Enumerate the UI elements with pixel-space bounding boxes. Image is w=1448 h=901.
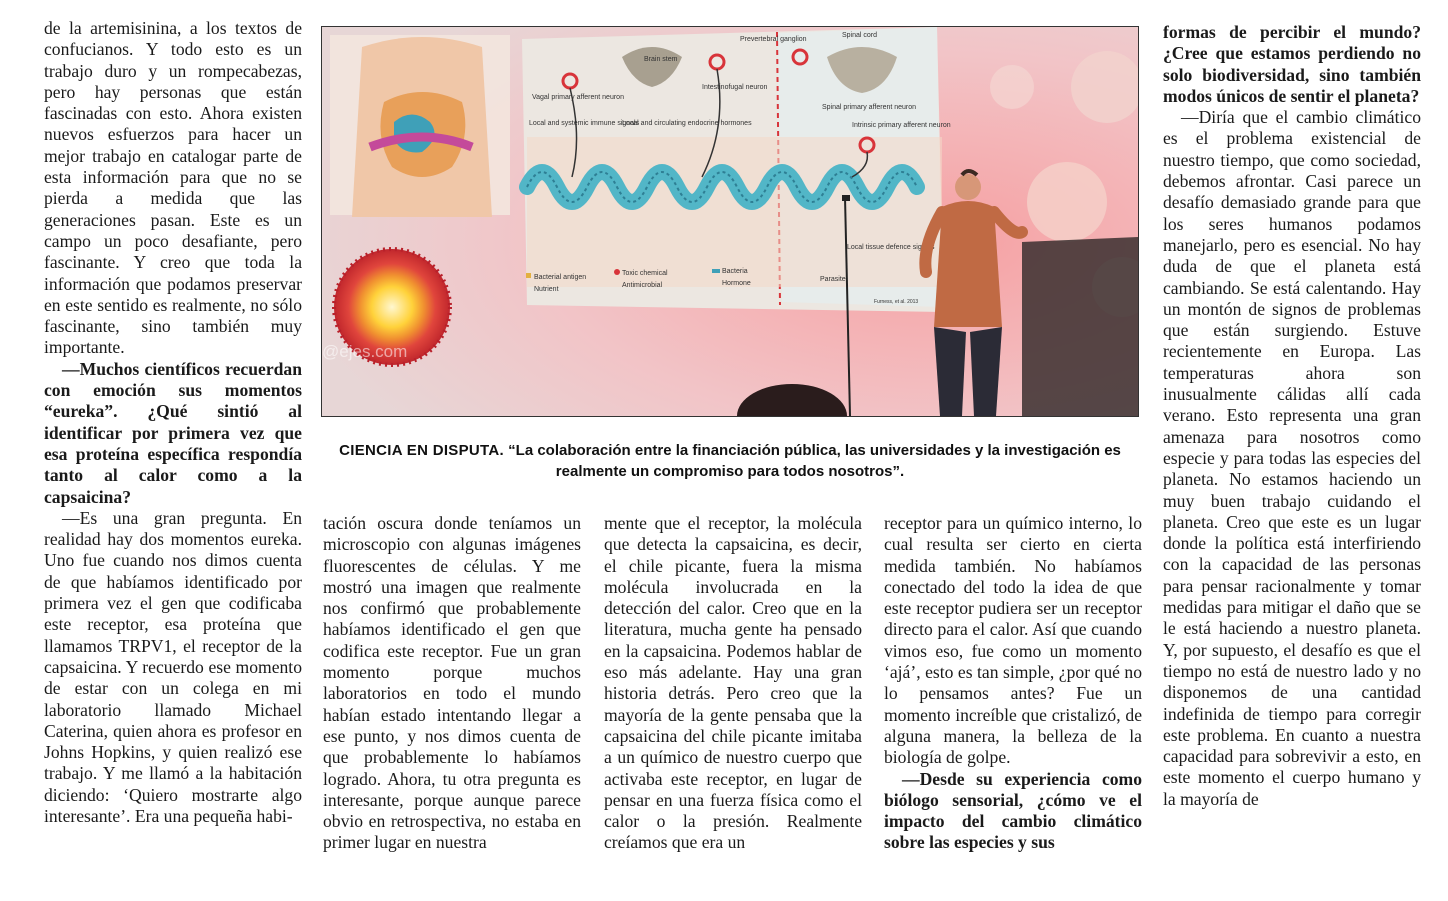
photo-watermark: @ejes.com — [322, 342, 408, 361]
slide-label: Vagal primary afferent neuron — [532, 94, 624, 101]
slide-label: Prevertebral ganglion — [740, 36, 807, 43]
article-photo — [321, 26, 1139, 417]
paragraph: —Es una gran pregunta. En realidad hay dos momentos eureka. Uno fue cuando nos dimos cuenta de que habíamos identificado por primera vez el gen que codificaba este receptor, esa proteína que llamamos TRPV1, el receptor de la capsaicina. Y recuerdo ese momento de estar con un colega en mi laboratorio llamado Michael Caterina, quien ahora es profesor en Johns Hopkins, y quien realizó ese trabajo. Y me llamó a la habitación diciendo: ‘Quiero mostrarte algo interesante’. Era una pequeña habi- — [44, 507, 302, 826]
slide-label: Local and systemic immune signals — [529, 120, 640, 127]
caption-text: “La colaboración entre la financiación pública, las universidades y la investigación es realmente un compromiso para todos nosotros”. — [508, 442, 1121, 480]
legend-label: Nutrient — [534, 286, 559, 293]
legend-label: Toxic chemical — [622, 270, 668, 277]
article-column-2 — [323, 513, 581, 854]
slide-label: Brain stem — [644, 56, 678, 63]
legend-label: Hormone — [722, 280, 751, 287]
paragraph: receptor para un químico interno, lo cual resulta ser cierto en cierta medida también. No habíamos conectado del todo la idea de que este receptor pudiera ser un receptor directo para el calor. Así que cuando vimos eso, fue como un momento ‘ajá’, esto es tan simple, ¿por qué no lo pensamos antes? Fue un momento increíble que cristalizó, de alguna manera, la belleza de la biología de golpe. — [884, 513, 1142, 768]
article-column-5 — [1163, 22, 1421, 810]
slide-label: Local and circulating endocrine hormones — [622, 120, 752, 127]
slide-label: Local tissue defence signals — [847, 244, 935, 251]
caption-lead: CIENCIA EN DISPUTA. — [339, 442, 504, 459]
interview-question: —Muchos científicos recuerdan con emoción sus momentos “eureka”. ¿Qué sintió al identificar por primera vez que esa proteína específica respondía tanto al calor como a la capsaicina? — [44, 358, 302, 507]
article-column-3 — [604, 513, 862, 854]
legend-label: Bacterial antigen — [534, 274, 587, 281]
paragraph: —Diría que el cambio climático es el problema existencial de nuestro tiempo, que como sociedad, debemos afrontar. Casi parece un desafío demasiado grande para que los seres humanos podamos manejarlo, pero es esencial. No hay duda de que el planeta está cambiando. Se está calentando. Hay un montón de signos de problemas que están surgiendo. Estuve recientemente en Europa. Las temperaturas ahora son inusualmente cálidas allí cada verano. Esto representa una gran amenaza para nosotros como especie y para todas las especies del planeta. No estamos haciendo un muy buen trabajo cuidando el planeta. Creo que este es un lugar donde la política está interfiriendo con la capacidad de las personas para pensar racionalmente y tomar medidas para mitigar el daño que se le está haciendo a nuestro planeta. Y, por supuesto, el desafío es que el tiempo no está de nuestro lado y no disponemos de una cantidad indefinida de tiempo para corregir este problema. En cuanto a nuestra capacidad para sobrevivir a esto, en este momento el cuerpo humano y la mayoría de — [1163, 107, 1421, 809]
photo-caption — [330, 440, 1130, 482]
paragraph: tación oscura donde teníamos un microscopio con algunas imágenes fluorescentes de células. Y me mostró una imagen que realmente nos confirmó que probablemente habíamos identificado el gen que codifica este receptor. Fue un gran momento porque muchos laboratorios en todo el mundo habían estado intentando llegar a ese punto, y nos dimos cuenta de que probablemente lo habíamos logrado. Ahora, tu otra pregunta es interesante, porque aunque parece obvio en retrospectiva, no estaba en primer lugar en nuestra — [323, 513, 581, 853]
paragraph: de la artemisinina, a los textos de confucianos. Y todo esto es un trabajo duro y un rompecabezas, pero hay personas que están fascinadas con esto. Ahora existen nuevos esfuerzos para hacer un mejor trabajo en catalogar parte de esta información para que no se pierda a medida que las generaciones pasan. Este es un campo un poco desafiante, pero fascinante. Y creo que toda la información que podamos preservar en este sentido es realmente, no sólo fascinante, sino también muy importante. — [44, 18, 302, 358]
interview-question: —Desde su experiencia como biólogo sensorial, ¿cómo ve el impacto del cambio climático sobre las especies y sus — [884, 768, 1142, 853]
photo-illustration — [322, 27, 1138, 416]
slide-label: Spinal primary afferent neuron — [822, 104, 917, 111]
article-column-4 — [884, 513, 1142, 854]
slide-citation: Furness, et al. 2013 — [874, 299, 919, 305]
legend-label: Bacteria — [722, 268, 748, 275]
slide-label: Spinal cord — [842, 32, 878, 39]
legend-label: Parasite — [820, 276, 846, 283]
article-column-1 — [44, 18, 302, 827]
slide-label: Intestinofugal neuron — [702, 84, 768, 91]
paragraph: mente que el receptor, la molécula que detecta la capsaicina, es decir, el chile picante, fuera la misma molécula involucrada en la detección del calor. Creo que en la literatura, mucha gente ha pensado en la capsaicina. Podemos hablar de eso más adelante. Hay una gran historia detrás. Pero creo que la mayoría de la gente pensaba que la capsaicina del chile picante imitaba a un químico de nuestro cuerpo que activaba este receptor, en lugar de pensar en una fuerza física como el calor o la presión. Realmente creíamos que era un — [604, 513, 862, 853]
legend-label: Antimicrobial — [622, 282, 663, 289]
slide-label: Intrinsic primary afferent neuron — [852, 122, 951, 129]
interview-question: formas de percibir el mundo? ¿Cree que estamos perdiendo no solo biodiversidad, sino también modos únicos de sentir el planeta? — [1163, 22, 1421, 106]
